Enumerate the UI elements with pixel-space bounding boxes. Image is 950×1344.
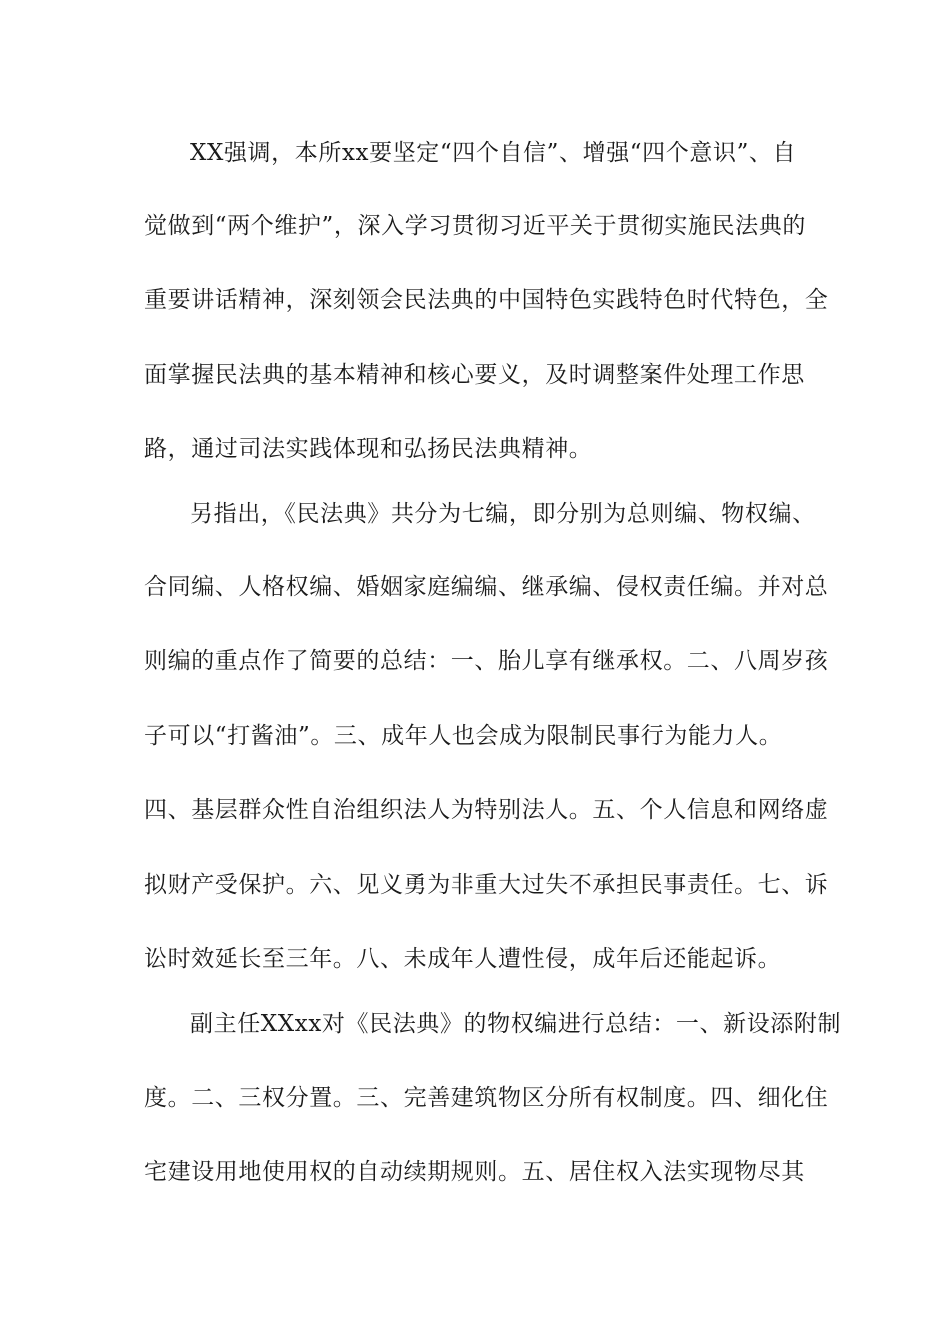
text-line: 重要讲话精神，深刻领会民法典的中国特色实践特色时代特色，全 bbox=[144, 287, 829, 313]
text-line: 觉做到“两个维护”，深入学习贯彻习近平关于贯彻实施民法典的 bbox=[144, 213, 806, 239]
text-line: 四、基层群众性自治组织法人为特别法人。五、个人信息和网络虚 bbox=[144, 797, 829, 823]
text-line: XX强调，本所xx要坚定“四个自信”、增强“四个意识”、自 bbox=[190, 140, 797, 166]
text-line: 路，通过司法实践体现和弘扬民法典精神。 bbox=[144, 436, 593, 462]
text-line: 则编的重点作了简要的总结：一、胎儿享有继承权。二、八周岁孩 bbox=[144, 648, 829, 674]
text-line: 合同编、人格权编、婚姻家庭编编、继承编、侵权责任编。并对总 bbox=[144, 574, 829, 600]
text-line: 面掌握民法典的基本精神和核心要义，及时调整案件处理工作思 bbox=[144, 362, 805, 388]
text-line: 子可以“打酱油”。三、成年人也会成为限制民事行为能力人。 bbox=[144, 723, 783, 749]
text-line: 另指出，《民法典》共分为七编，即分别为总则编、物权编、 bbox=[190, 501, 816, 527]
text-line: 度。二、三权分置。三、完善建筑物区分所有权制度。四、细化住 bbox=[144, 1085, 829, 1111]
text-line: 宅建设用地使用权的自动续期规则。五、居住权入法实现物尽其 bbox=[144, 1159, 805, 1185]
text-line: 副主任XXxx对《民法典》的物权编进行总结：一、新设添附制 bbox=[190, 1011, 842, 1037]
text-line: 拟财产受保护。六、见义勇为非重大过失不承担民事责任。七、诉 bbox=[144, 872, 829, 898]
text-line: 讼时效延长至三年。八、未成年人遭性侵，成年后还能起诉。 bbox=[144, 946, 782, 972]
